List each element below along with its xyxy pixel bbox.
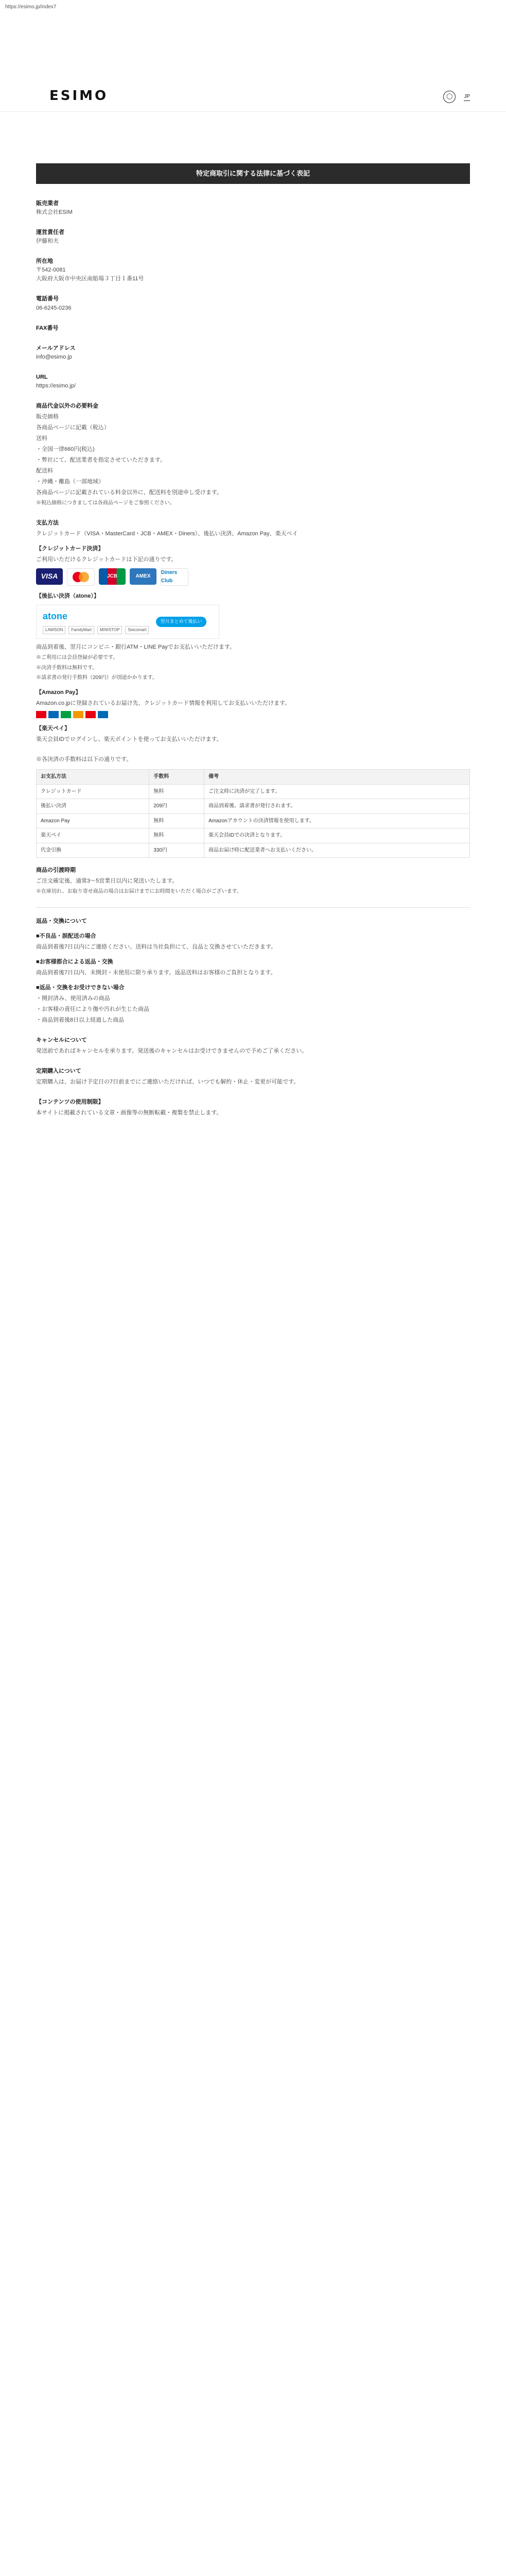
store-logos <box>43 626 149 634</box>
user-icon[interactable]: ◯ <box>443 91 456 103</box>
url-label: URL <box>36 374 48 380</box>
store-ministop: MINISTOP <box>97 626 123 634</box>
returns-customer-text: 商品到着後7日以内、未開封・未使用に限り承ります。返品送料はお客様のご負担となります。 <box>36 969 276 976</box>
rakuten-heading: 【楽天ペイ】 <box>36 725 70 732</box>
returns-section <box>36 917 470 1025</box>
page-title: 特定商取引に関する法律に基づく表記 <box>36 163 470 184</box>
jcb-logo: JCB <box>99 568 126 585</box>
payment-methods: クレジットカード（VISA・MasterCard・JCB・AMEX・Diners）、後払い決済、Amazon Pay、楽天ペイ <box>36 530 298 537</box>
email-label: メールアドレス <box>36 345 76 351</box>
mastercard-logo <box>67 568 95 586</box>
language-switch[interactable]: JP <box>464 93 470 101</box>
fee-table <box>36 769 470 858</box>
divider <box>36 907 470 908</box>
delivery-section <box>36 866 470 896</box>
strip-red <box>36 711 46 718</box>
email-section <box>36 344 470 362</box>
copyright-label: 【コンテンツの使用制限】 <box>36 1099 104 1106</box>
price-section <box>36 402 470 507</box>
subscription-section <box>36 1067 470 1087</box>
seller-label: 販売業者 <box>36 200 59 207</box>
strip-orange <box>73 711 83 718</box>
atone-note: ※請求書の発行手数料（209円）が別途かかります。 <box>36 675 158 681</box>
returns-ng-item: ・開封済み、使用済みの商品 <box>36 995 110 1002</box>
returns-label: 返品・交換について <box>36 918 87 924</box>
manager-value: 伊藤和夫 <box>36 238 59 245</box>
fee-intro: ※各決済の手数料は以下の通りです。 <box>36 756 132 762</box>
subscription-text: 定期購入は、お届け予定日の7日前までにご連絡いただければ、いつでも解約・休止・変更が可能です。 <box>36 1079 300 1086</box>
fee-header: お支払方法 <box>37 770 149 785</box>
copyright-section <box>36 1098 470 1117</box>
fax-label: FAX番号 <box>36 325 59 331</box>
strip-red <box>85 711 96 718</box>
atone-note: ※ご利用には会員登録が必要です。 <box>36 655 118 661</box>
subscription-label: 定期購入について <box>36 1068 81 1075</box>
fee-cell: 無料 <box>149 814 204 828</box>
manager-label: 運営責任者 <box>36 229 64 236</box>
atone-note: ※決済手数料は無料です。 <box>36 665 98 671</box>
amex-logo: AMEX <box>130 568 156 585</box>
fee-cell: 後払い決済 <box>37 799 149 814</box>
conv-strip <box>36 711 470 718</box>
manager-section <box>36 228 470 246</box>
fee-cell: 代金引換 <box>37 843 149 858</box>
fee-header: 備考 <box>204 770 470 785</box>
fee-cell: 無料 <box>149 828 204 843</box>
payment-label: 支払方法 <box>36 519 59 526</box>
strip-blue <box>98 711 108 718</box>
returns-ng-item: ・商品到着後8日以上経過した商品 <box>36 1016 125 1023</box>
main-content <box>36 163 470 1117</box>
rakuten-text: 楽天会員IDでログインし、楽天ポイントを使ってお支払いいただけます。 <box>36 736 222 742</box>
fee-cell: ご注文時に決済が完了します。 <box>204 784 470 799</box>
fee-cell: 209円 <box>149 799 204 814</box>
price-line: 送料 <box>36 435 47 442</box>
atone-tag: 翌月まとめて後払い <box>156 617 206 627</box>
card-text: ご利用いただけるクレジットカードは下記の通りです。 <box>36 556 177 563</box>
store-seicomart: Seicomart <box>125 626 149 634</box>
visa-logo: VISA <box>36 568 63 585</box>
store-familymart: FamilyMart <box>68 626 94 634</box>
strip-blue <box>48 711 59 718</box>
header-icons <box>443 91 470 103</box>
payment-section <box>36 519 470 744</box>
store-lawson: LAWSON <box>43 626 65 634</box>
price-label: 商品代金以外の必要料金 <box>36 402 98 409</box>
atone-banner <box>36 605 219 639</box>
cancel-section <box>36 1036 470 1056</box>
fee-cell: Amazon Pay <box>37 814 149 828</box>
site-header <box>0 13 506 112</box>
returns-ng-heading: ■返品・交換をお受けできない場合 <box>36 984 125 991</box>
delivery-label: 商品の引渡時期 <box>36 867 76 874</box>
browser-url: https://esimo.jp/index7 <box>5 4 57 10</box>
diners-logo: Diners Club <box>161 568 188 586</box>
site-logo[interactable]: ESIMO <box>49 88 109 104</box>
table-row <box>37 828 470 843</box>
fee-cell: 330円 <box>149 843 204 858</box>
fee-cell: 商品お届け時に配送業者へお支払いください。 <box>204 843 470 858</box>
amazon-text: Amazon.co.jpに登録されているお届け先、クレジットカード情報を利用してお支払いいただけます。 <box>36 700 291 706</box>
price-line: ・弊社にて、配送業者を指定させていただきます。 <box>36 457 166 464</box>
fee-cell: Amazonアカウントの決済情報を使用します。 <box>204 814 470 828</box>
price-line: 販売価格 <box>36 413 59 420</box>
atone-logo: atone <box>43 611 68 621</box>
fee-cell: クレジットカード <box>37 784 149 799</box>
table-row <box>37 814 470 828</box>
fee-cell: 楽天ペイ <box>37 828 149 843</box>
table-row <box>37 799 470 814</box>
address-value: 〒542-0081 大阪府大阪市中央区南船場３丁目１番11号 <box>36 267 144 282</box>
delivery-text: ご注文確定後、通常3～5営業日以内に発送いたします。 <box>36 878 178 885</box>
deferred-heading: 【後払い決済（atone）】 <box>36 592 99 599</box>
delivery-note: ※在庫切れ、お取り寄せ商品の場合はお届けまでにお時間をいただく場合がございます。 <box>36 889 242 895</box>
seller-section <box>36 199 470 217</box>
fee-cell: 無料 <box>149 784 204 799</box>
returns-defect-heading: ■不良品・誤配送の場合 <box>36 933 96 939</box>
cancel-label: キャンセルについて <box>36 1037 87 1044</box>
fee-header: 手数料 <box>149 770 204 785</box>
price-line: 各商品ページに記載（税込） <box>36 424 110 431</box>
fax-section <box>36 324 470 333</box>
address-label: 所在地 <box>36 258 53 265</box>
price-line: ・全国一律660円(税込) <box>36 446 95 452</box>
url-value[interactable]: https://esimo.jp/ <box>36 382 76 389</box>
card-logos <box>36 568 470 586</box>
price-note: ※税込価格につきましては各商品ページをご参照ください。 <box>36 500 175 506</box>
email-value[interactable]: info@esimo.jp <box>36 353 72 360</box>
tel-section <box>36 295 470 312</box>
amazon-heading: 【Amazon Pay】 <box>36 689 81 696</box>
fee-cell: 商品到着後、請求書が発行されます。 <box>204 799 470 814</box>
fee-cell: 楽天会員IDでの決済となります。 <box>204 828 470 843</box>
strip-green <box>61 711 71 718</box>
url-section <box>36 373 470 391</box>
address-section <box>36 257 470 283</box>
copyright-text: 本サイトに掲載されている文章・画像等の無断転載・複製を禁止します。 <box>36 1110 222 1116</box>
deferred-text: 商品到着後、翌月にコンビニ・銀行ATM・LINE Payでお支払いいただけます。 <box>36 644 235 651</box>
returns-defect-text: 商品到着後7日以内にご連絡ください。送料は当社負担にて、良品と交換させていただきます。 <box>36 943 277 950</box>
table-row <box>37 784 470 799</box>
tel-label: 電話番号 <box>36 296 59 302</box>
returns-customer-heading: ■お客様都合による返品・交換 <box>36 958 113 965</box>
card-heading: 【クレジットカード決済】 <box>36 545 104 552</box>
tel-value: 06-6245-0236 <box>36 304 72 311</box>
price-line: 各商品ページに記載されている料金以外に、配送料を別途申し受けます。 <box>36 489 222 496</box>
price-line: ・沖縄・離島（一部地域） <box>36 479 104 485</box>
returns-ng-item: ・お客様の責任により傷や汚れが生じた商品 <box>36 1006 149 1012</box>
price-line: 配送料 <box>36 468 53 474</box>
seller-value: 株式会社ESIM <box>36 209 73 216</box>
cancel-text: 発送前であればキャンセルを承ります。発送後のキャンセルはお受けできませんので予めご了承ください。 <box>36 1048 308 1055</box>
table-row <box>37 843 470 858</box>
